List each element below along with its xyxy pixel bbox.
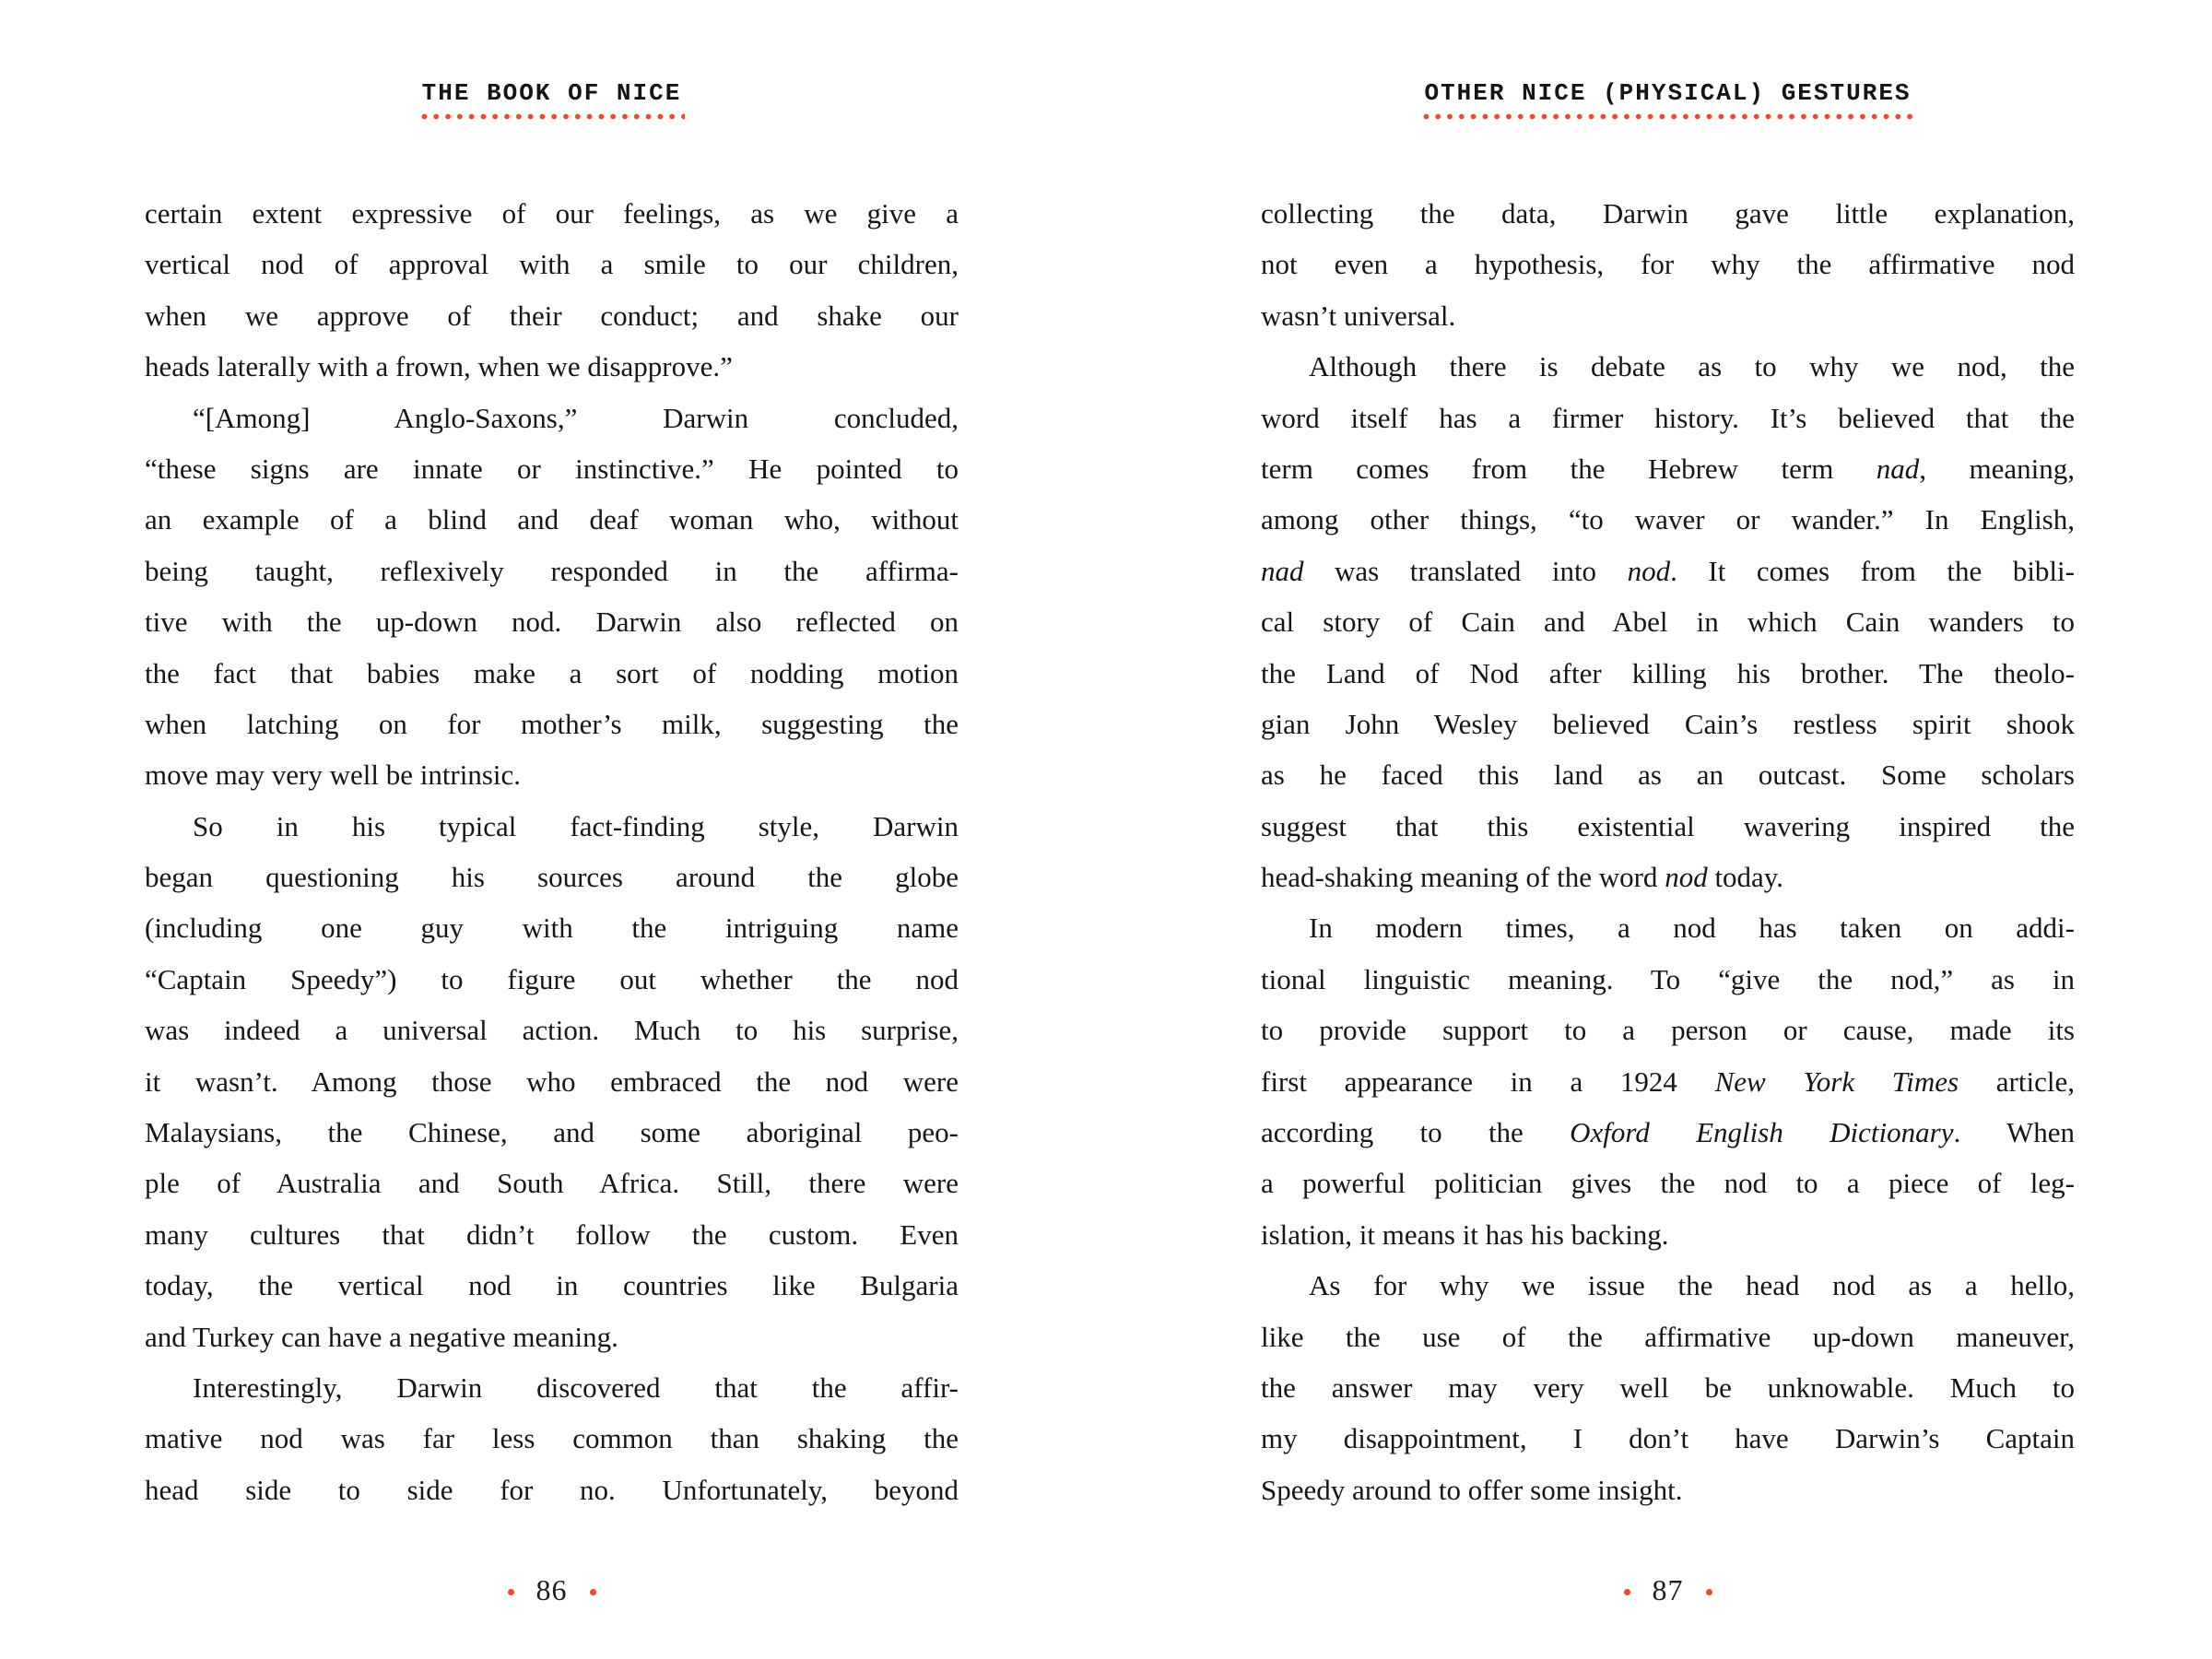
text-run: to provide support to a person or cause, made its xyxy=(1261,1014,2075,1047)
folio-dot xyxy=(590,1589,596,1595)
left-page-number: 86 xyxy=(535,1573,568,1606)
text-run: , meaning, xyxy=(1919,452,2075,485)
text-run: as he faced this land as an outcast. Some scholars xyxy=(1261,759,2075,792)
text-line xyxy=(1261,443,2075,494)
text-line xyxy=(145,443,959,494)
text-line xyxy=(145,546,959,596)
text-run: collecting the data, Darwin gave little explanation, xyxy=(1261,197,2075,229)
text-run: tional linguistic meaning. To “give the nod,” as in xyxy=(1261,962,2075,995)
text-line xyxy=(1261,341,2075,392)
italic-text-run: nad xyxy=(1261,554,1304,587)
text-run: was indeed a universal action. Much to his surprise, xyxy=(145,1014,959,1047)
text-run: today. xyxy=(1707,861,1784,894)
text-run: article, xyxy=(1959,1065,2075,1098)
text-run: first appearance in a 1924 xyxy=(1261,1065,1715,1098)
text-line xyxy=(1261,596,2075,647)
text-run: many cultures that didn’t follow the custom. Even xyxy=(145,1218,959,1251)
text-run: certain extent expressive of our feelings, as we give a xyxy=(145,197,959,229)
text-line xyxy=(145,1056,959,1107)
text-run: word itself has a firmer history. It’s believed that the xyxy=(1261,401,2075,434)
text-run: like the use of the affirmative up-down maneuver, xyxy=(1261,1320,2075,1353)
text-run: began questioning his sources around the globe xyxy=(145,861,959,894)
text-run: when latching on for mother’s milk, suggesting the xyxy=(145,707,959,740)
text-run: wasn’t universal. xyxy=(1261,299,1456,332)
text-line xyxy=(1261,1107,2075,1158)
text-run: vertical nod of approval with a smile to our children, xyxy=(145,248,959,281)
text-line xyxy=(145,749,959,800)
text-line xyxy=(145,1209,959,1260)
text-line xyxy=(145,1158,959,1208)
text-run: “these signs are innate or instinctive.” He pointed to xyxy=(145,452,959,485)
text-line xyxy=(145,699,959,749)
italic-text-run: New York Times xyxy=(1714,1065,1959,1098)
text-run: my disappointment, I don’t have Darwin’s Captain xyxy=(1261,1422,2075,1455)
text-line xyxy=(1261,1465,2075,1515)
text-line xyxy=(1261,902,2075,953)
text-run: As for why we issue the head nod as a hello, xyxy=(1309,1269,2075,1302)
text-run: tive with the up-down nod. Darwin also reflected on xyxy=(145,606,959,639)
text-run: heads laterally with a frown, when we disapprove.” xyxy=(145,350,733,383)
text-run: it wasn’t. Among those who embraced the nod were xyxy=(145,1065,959,1098)
text-run: the answer may very well be unknowable. Much to xyxy=(1261,1371,2075,1404)
text-run: and Turkey can have a negative meaning. xyxy=(145,1320,618,1353)
dotted-rule xyxy=(1420,113,1914,120)
text-line xyxy=(145,1312,959,1362)
text-line xyxy=(1261,1413,2075,1464)
left-running-head xyxy=(145,79,959,120)
text-run: according to the xyxy=(1261,1116,1571,1149)
text-run: the fact that babies make a sort of nodding motion xyxy=(145,656,959,689)
text-line xyxy=(1261,494,2075,545)
text-line xyxy=(1261,1158,2075,1208)
text-line xyxy=(1261,393,2075,443)
text-run: not even a hypothesis, for why the affirmative nod xyxy=(1261,248,2075,281)
text-run: . It comes from the bibli- xyxy=(1670,554,2075,587)
text-line xyxy=(1261,1362,2075,1413)
text-line xyxy=(145,1260,959,1311)
text-line xyxy=(145,239,959,289)
left-header-title: THE BOOK OF NICE xyxy=(421,79,682,107)
text-run: Although there is debate as to why we nod, the xyxy=(1309,350,2075,383)
text-line xyxy=(145,494,959,545)
text-run: being taught, reflexively responded in the affirma- xyxy=(145,554,959,587)
right-page-number: 87 xyxy=(1652,1573,1684,1606)
text-line xyxy=(1261,1260,2075,1311)
text-line xyxy=(1261,749,2075,800)
folio-dot xyxy=(1624,1589,1630,1595)
right-page xyxy=(1106,0,2212,1659)
text-run: the Land of Nod after killing his brother. The theolo- xyxy=(1261,656,2075,689)
text-run: among other things, “to waver or wander.” In English, xyxy=(1261,503,2075,536)
italic-text-run: nod xyxy=(1665,861,1708,894)
text-line xyxy=(1261,1209,2075,1260)
text-line xyxy=(1261,546,2075,596)
text-run: move may very well be intrinsic. xyxy=(145,759,522,792)
text-line xyxy=(1261,852,2075,902)
text-line xyxy=(1261,239,2075,289)
text-run: Speedy around to offer some insight. xyxy=(1261,1473,1683,1506)
text-line xyxy=(145,648,959,699)
text-line xyxy=(145,1107,959,1158)
text-run: today, the vertical nod in countries like Bulgaria xyxy=(145,1269,959,1302)
text-line xyxy=(145,1413,959,1464)
text-line xyxy=(145,341,959,392)
text-line xyxy=(145,1465,959,1515)
text-run: islation, it means it has his backing. xyxy=(1261,1218,1669,1251)
text-run: when we approve of their conduct; and shake our xyxy=(145,299,959,332)
text-line xyxy=(1261,699,2075,749)
italic-text-run: nod xyxy=(1627,554,1671,587)
text-run: In modern times, a nod has taken on addi- xyxy=(1309,912,2075,945)
text-line xyxy=(145,188,959,239)
text-run: head side to side for no. Unfortunately, beyond xyxy=(145,1473,959,1506)
right-running-head-inner xyxy=(1424,79,1911,120)
text-run: a powerful politician gives the nod to a piece of leg- xyxy=(1261,1167,2075,1200)
text-line xyxy=(145,290,959,341)
text-line xyxy=(145,902,959,953)
left-running-head-inner xyxy=(422,79,682,120)
text-line xyxy=(1261,1312,2075,1362)
text-run: (including one guy with the intriguing name xyxy=(145,912,959,945)
text-line xyxy=(1261,648,2075,699)
text-line xyxy=(1261,290,2075,341)
text-run: suggest that this existential wavering inspired the xyxy=(1261,809,2075,842)
text-line xyxy=(145,1005,959,1055)
text-run: “[Among] Anglo-Saxons,” Darwin concluded, xyxy=(193,401,959,434)
text-run: head-shaking meaning of the word xyxy=(1261,861,1665,894)
text-run: Interestingly, Darwin discovered that the affir- xyxy=(193,1371,959,1404)
text-line xyxy=(1261,1005,2075,1055)
text-line xyxy=(1261,801,2075,852)
right-folio xyxy=(1261,1570,2075,1610)
text-run: So in his typical fact-finding style, Darwin xyxy=(193,809,959,842)
text-run: Malaysians, the Chinese, and some aboriginal peo- xyxy=(145,1116,959,1149)
text-line xyxy=(145,852,959,902)
text-run: “Captain Speedy”) to figure out whether the nod xyxy=(145,962,959,995)
text-line xyxy=(145,801,959,852)
text-line xyxy=(145,596,959,647)
text-run: . When xyxy=(1953,1116,2075,1149)
folio-dot xyxy=(1706,1589,1712,1595)
folio-dot xyxy=(508,1589,514,1595)
text-run: an example of a blind and deaf woman who, without xyxy=(145,503,959,536)
text-line xyxy=(145,954,959,1005)
text-run: was translated into xyxy=(1303,554,1628,587)
dotted-rule xyxy=(418,113,686,120)
right-header-title: OTHER NICE (PHYSICAL) GESTURES xyxy=(1424,79,1912,107)
right-text-column xyxy=(1261,188,2075,1515)
text-run: ple of Australia and South Africa. Still, there were xyxy=(145,1167,959,1200)
text-run: mative nod was far less common than shaking the xyxy=(145,1422,959,1455)
italic-text-run: nad xyxy=(1876,452,1920,485)
text-run: term comes from the Hebrew term xyxy=(1261,452,1877,485)
text-run: gian John Wesley believed Cain’s restless spirit shook xyxy=(1261,707,2075,740)
italic-text-run: Oxford English Dictionary xyxy=(1570,1116,1954,1149)
right-running-head xyxy=(1261,79,2075,120)
text-line xyxy=(1261,1056,2075,1107)
text-line xyxy=(1261,188,2075,239)
left-text-column xyxy=(145,188,959,1515)
left-folio xyxy=(145,1570,959,1610)
text-line xyxy=(145,1362,959,1413)
text-line xyxy=(145,393,959,443)
text-run: cal story of Cain and Abel in which Cain wanders to xyxy=(1261,606,2075,639)
text-line xyxy=(1261,954,2075,1005)
